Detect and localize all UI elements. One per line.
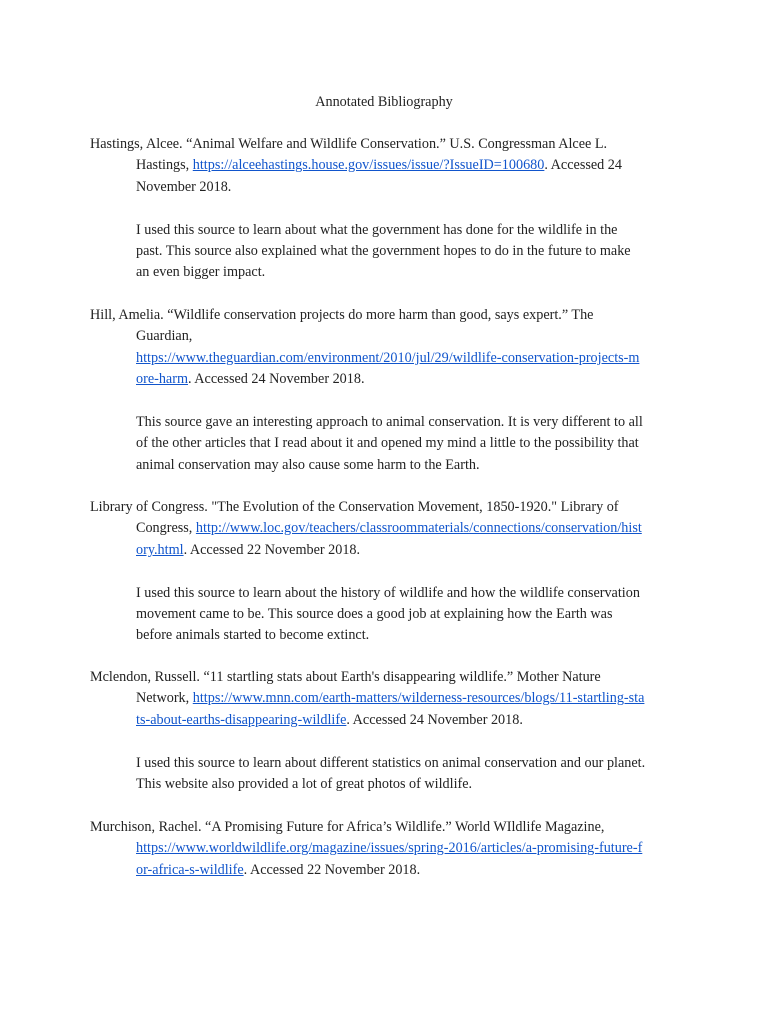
citation-text: Congress,	[136, 520, 196, 537]
source-link[interactable]: https://www.worldwildlife.org/magazine/issues/spring-2016/articles/a-promising-future-f	[136, 840, 643, 857]
citation-line	[90, 155, 680, 176]
citation-line	[90, 688, 680, 709]
annotation-line: This website also provided a lot of great photos of wildlife.	[136, 776, 473, 793]
bibliography-entry	[90, 667, 680, 795]
citation-line	[90, 518, 680, 539]
annotation-line: I used this source to learn about the history of wildlife and how the wildlife conservation	[136, 584, 640, 601]
bibliography-entry	[90, 305, 680, 476]
citation-line: Mclendon, Russell. “11 startling stats about Earth's disappearing wildlife.” Mother Nature	[90, 669, 601, 685]
annotation-line: movement came to be. This source does a good job at explaining how the Earth was	[136, 606, 613, 623]
bibliography-entry	[90, 817, 680, 881]
citation-line: Hill, Amelia. “Wildlife conservation projects do more harm than good, says expert.” The	[90, 307, 594, 323]
source-link[interactable]: https://www.mnn.com/earth-matters/wilderness-resources/blogs/11-startling-sta	[192, 690, 645, 707]
source-link[interactable]: ore-harm	[136, 371, 188, 388]
citation-line	[90, 860, 680, 881]
annotation-line: of the other articles that I read about it and opened my mind a little to the possibility that	[136, 435, 639, 452]
source-link[interactable]: or-africa-s-wildlife	[136, 861, 244, 878]
annotation-line: before animals started to become extinct.	[136, 627, 370, 644]
source-link[interactable]: ts-about-earths-disappearing-wildlife	[136, 711, 347, 728]
annotation-line: I used this source to learn about different statistics on animal conservation and our planet.	[136, 754, 646, 771]
citation-line	[90, 838, 680, 859]
citation-line	[90, 540, 680, 561]
citation-line: Hastings, Alcee. “Animal Welfare and Wildlife Conservation.” U.S. Congressman Alcee L.	[90, 136, 608, 152]
citation-line: Library of Congress. "The Evolution of the Conservation Movement, 1850-1920." Library of	[90, 499, 619, 515]
citation-line	[90, 369, 680, 390]
source-link[interactable]: https://www.theguardian.com/environment/2010/jul/29/wildlife-conservation-projects-m	[136, 349, 640, 366]
annotation-line: an even bigger impact.	[136, 264, 266, 281]
citation-text: . Accessed 24	[544, 157, 622, 174]
citation-line	[90, 710, 680, 731]
citation-text: Network,	[136, 690, 193, 707]
citation-text: . Accessed 24 November 2018.	[188, 371, 365, 388]
citation-text: Hastings,	[136, 157, 193, 174]
citation-text: . Accessed 22 November 2018.	[243, 861, 421, 878]
annotation-line: animal conservation may also cause some harm to the Earth.	[136, 456, 480, 473]
citation-text: . Accessed 22 November 2018.	[183, 541, 361, 558]
source-link[interactable]: ory.html	[136, 541, 184, 558]
citation-text: . Accessed 24 November 2018.	[346, 711, 523, 728]
citation-line: Guardian,	[136, 328, 193, 345]
citation-line: November 2018.	[136, 178, 232, 195]
annotation-line: past. This source also explained what the government hopes to do in the future to make	[136, 243, 631, 260]
annotation-line: I used this source to learn about what the government has done for the wildlife in the	[136, 221, 618, 238]
document-title: Annotated Bibliography	[315, 94, 453, 110]
source-link[interactable]: https://alceehastings.house.gov/issues/issue/?IssueID=100680	[192, 157, 545, 174]
citation-line	[90, 348, 680, 369]
bibliography-entry	[90, 497, 680, 647]
annotation-line: This source gave an interesting approach to animal conservation. It is very different to all	[136, 414, 643, 431]
source-link[interactable]: http://www.loc.gov/teachers/classroommaterials/connections/conservation/hist	[195, 520, 642, 537]
bibliography-entry	[90, 134, 680, 284]
citation-line: Murchison, Rachel. “A Promising Future for Africa’s Wildlife.” World WIldlife Magazine,	[90, 819, 605, 835]
